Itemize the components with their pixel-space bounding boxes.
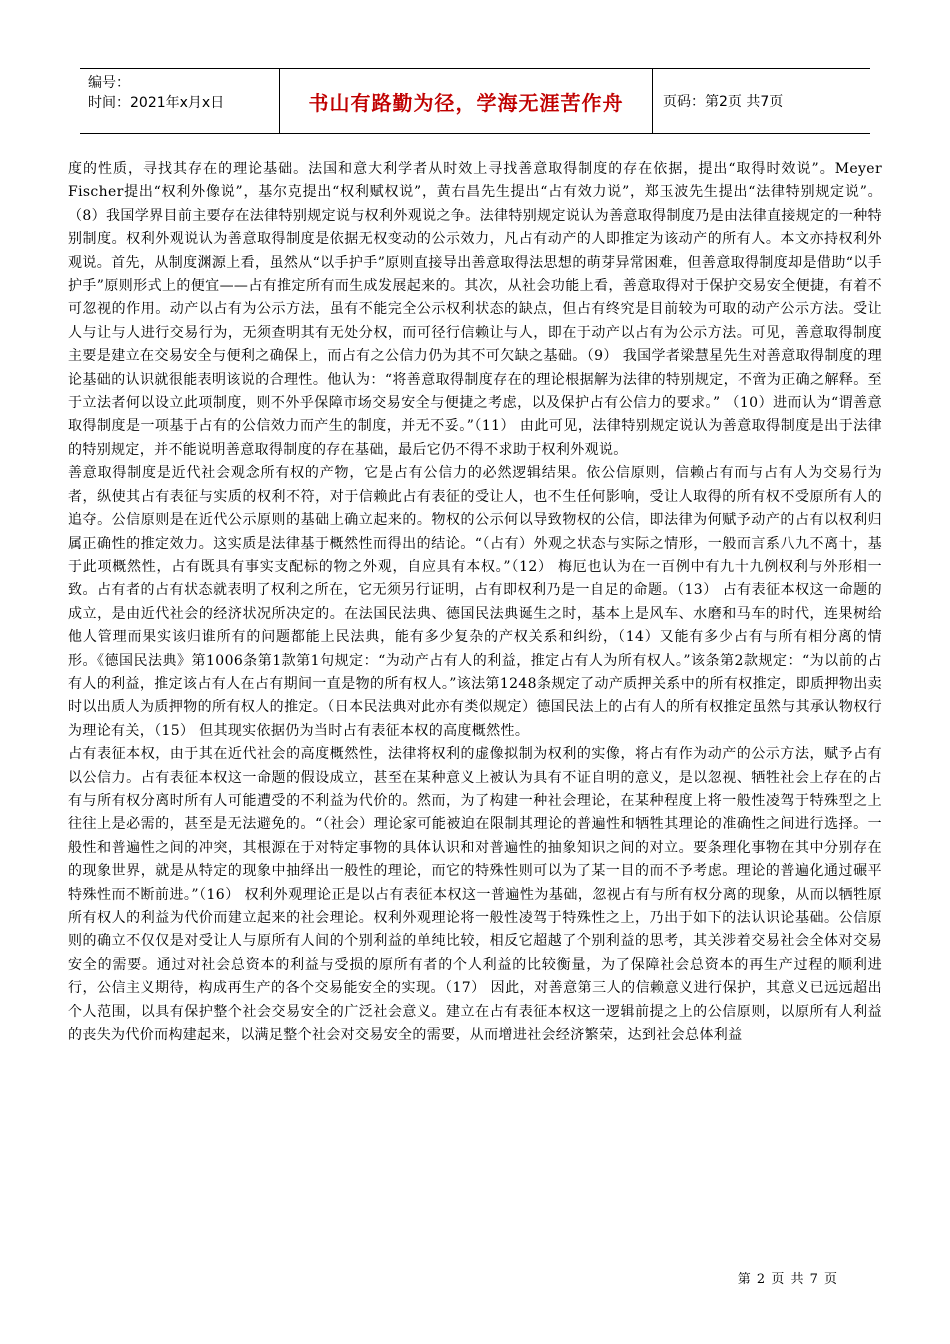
header-motto: 书山有路勤为径，学海无涯苦作舟 <box>280 69 653 133</box>
header-page-info: 页码：第2页 共7页 <box>663 94 784 110</box>
header-meta-cell <box>80 69 280 133</box>
page-footer: 第 2 页 共 7 页 <box>737 1272 838 1287</box>
body-paragraph: 度的性质，寻找其存在的理论基础。法国和意大利学者从时效上寻找善意取得制度的存在依据，提出“取得时效说”。Meyer Fischer提出“权利外像说”，基尔克提出“权利赋权说”，黄右昌先生提出“占有效力说”，郑玉波先生提出“法律特别规定说”。 （8）我国学界目前主要存在法律特别规定说与权利外观说之争。法律特别规定说认为善意取得制度乃是由法律直接规定的一种特别制度。权利外观说认为善意取得制度是依据无权变动的公示效力，凡占有动产的人即推定为该动产的所有人。本文亦持权利外观说。首先，从制度渊源上看，虽然从“以手护手”原则直接导出善意取得法思想的萌芽异常困难，但善意取得制度却是借助“以手护手”原则形式上的便宜——占有推定所有而生成发展起来的。其次，从社会功能上看，善意取得对于保护交易安全便捷，有着不可忽视的作用。动产以占有为公示方法，虽有不能完全公示权利状态的缺点，但占有终究是目前较为可取的动产公示方法。受让人与让与人进行交易行为，无须查明其有无处分权，而可径行信赖让与人，即在于动产以占有为公示方法。可见，善意取得制度主要是建立在交易安全与便利之确保上，而占有之公信力仍为其不可欠缺之基础。（9） 我国学者梁慧星先生对善意取得制度的理论基础的认识就很能表明该说的合理性。他认为：“将善意取得制度存在的理论根据解为法律的特别规定，不啻为正确之解释。至于立法者何以设立此项制度，则不外乎保障市场交易安全与便捷之考虑，以及保护占有公信力的要求。” （10）进而认为“谓善意取得制度是一项基于占有的公信效力而产生的制度，并无不妥。”（11） 由此可见，法律特别规定说认为善意取得制度是出于法律的特别规定，并不能说明善意取得制度的存在基础，最后它仍不得不求助于权利外观说。 <box>68 161 882 458</box>
document-body <box>68 158 882 1047</box>
body-paragraph: 善意取得制度是近代社会观念所有权的产物，它是占有公信力的必然逻辑结果。依公信原则，信赖占有而与占有人为交易行为者，纵使其占有表征与实质的权利不符，对于信赖此占有表征的受让人，也不生任何影响，受让人取得的所有权不受原所有人的追夺。公信原则是在近代公示原则的基础上确立起来的。物权的公示何以导致物权的公信，即法律为何赋予动产的占有以权利归属正确性的推定效力。这实质是法律基于概然性而得出的结论。“（占有）外观之状态与实际之情形，一般而言系八九不离十，基于此项概然性，占有既具有事实支配标的物之外观，自应具有本权。”（12） 梅厄也认为在一百例中有九十九例权利与外形相一致。占有者的占有状态就表明了权利之所在，它无须另行证明，占有即权利乃是一自足的命题。（13） 占有表征本权这一命题的成立，是由近代社会的经济状况所决定的。在法国民法典、德国民法典诞生之时，基本上是风车、水磨和马车的时代，连果树给他人管理而果实该归谁所有的问题都能上民法典，能有多少复杂的产权关系和纠纷，（14）又能有多少占有与所有相分离的情形。《德国民法典》第1006条第1款第1句规定：“为动产占有人的利益，推定占有人为所有权人。”该条第2款规定：“为以前的占有人的利益，推定该占有人在占有期间一直是物的所有权人。”该法第1248条规定了动产质押关系中的所有权推定，即质押物出卖时以出质人为质押物的所有权人的推定。（日本民法典对此亦有类似规定）德国民法上的占有人的所有权推定虽然与其承认物权行为理论有关，（15） 但其现实依据仍为当时占有表征本权的高度概然性。 <box>68 465 882 739</box>
document-number-label: 编号： <box>88 75 130 91</box>
page-header <box>80 68 870 134</box>
body-paragraph: 占有表征本权，由于其在近代社会的高度概然性，法律将权利的虚像拟制为权利的实像，将占有作为动产的公示方法，赋予占有以公信力。占有表征本权这一命题的假设成立，甚至在某种意义上被认为具有不证自明的意义，是以忽视、牺牲社会上存在的占有与所有权分离时所有人可能遭受的不利益为代价的。然而，为了构建一种社会理论，在某种程度上将一般性凌驾于特殊型之上往往上是必需的，甚至是无法避免的。“（社会）理论家可能被迫在限制其理论的普遍性和牺牲其理论的准确性之间进行选择。一般性和普遍性之间的冲突，其根源在于对特定事物的具体认识和对普遍性的抽象知识之间的对立。要条理化事物在其中分别存在的现象世界，就是从特定的现象中抽绎出一般性的理论，而它的特殊性则可以为了某一目的而不予考虑。理论的普遍化通过碾平特殊性而不断前进。”（16） 权利外观理论正是以占有表征本权这一普遍性为基础，忽视占有与所有权分离的现象，从而以牺牲原所有权人的利益为代价而建立起来的社会理论。权利外观理论将一般性凌驾于特殊性之上，乃出于如下的法认识论基础。公信原则的确立不仅仅是对受让人与原所有人间的个别利益的单纯比较，相反它超越了个别利益的思考，其关涉着交易社会全体对交易安全的需要。通过对社会总资本的利益与受损的原所有者的个人利益的比较衡量，为了保障社会总资本的再生产过程的顺利进行，公信主义期待，构成再生产的各个交易能安全的实现。（17） 因此，对善意第三人的信赖意义进行保护，其意义已远远超出个人范围，以具有保护整个社会交易安全的广泛社会意义。建立在占有表征本权这一逻辑前提之上的公信原则，以原所有人利益的丧失为代价而构建起来，以满足整个社会对交易安全的需要，从而增进社会经济繁荣，达到社会总体利益 <box>68 746 882 1044</box>
document-time-label: 时间：2021年x月x日 <box>88 95 225 111</box>
